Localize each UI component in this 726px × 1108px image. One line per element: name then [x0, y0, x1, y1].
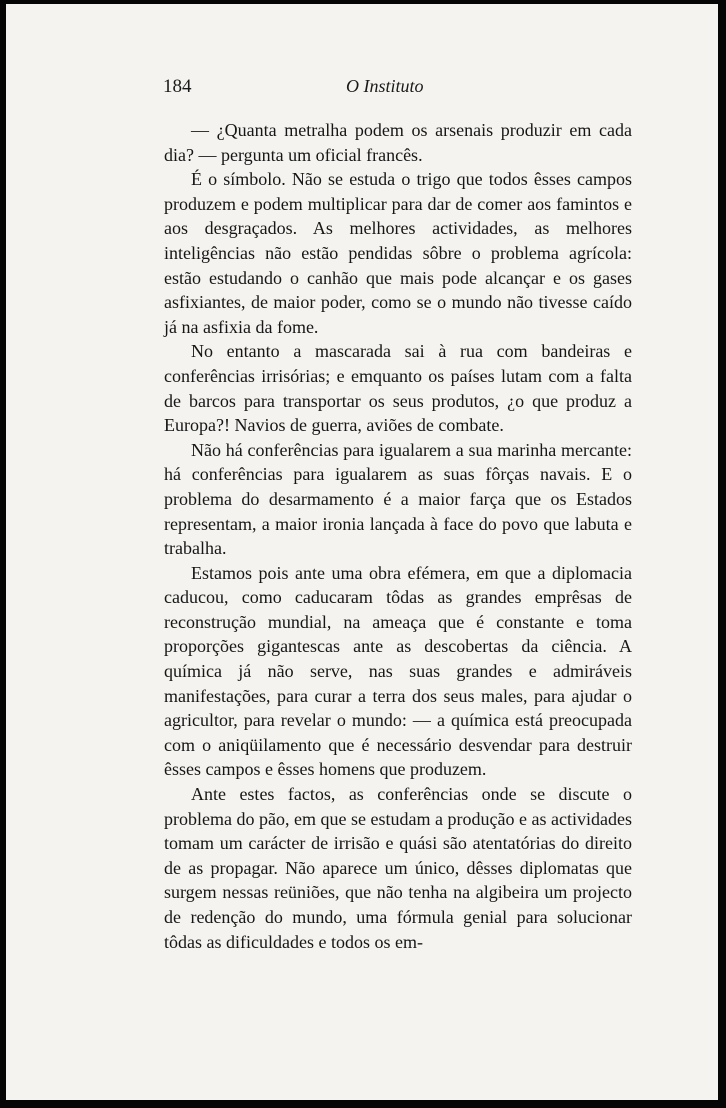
paragraph: Ante estes factos, as conferências onde se discute o problema do pão, em que se estudam a produção e as actividades tomam um carácter de irrisão e quási são atentatórias do direito de as propagar. Não aparece um único, dêsses diplomatas que surgem nessas reüniões, que não tenha na algibeira um projecto de redenção do mundo, uma fórmula genial para solucionar tôdas as dificuldades e todos os em-: [164, 784, 632, 952]
page-header: [163, 76, 633, 102]
book-page: [6, 4, 718, 1100]
paragraph: No entanto a mascarada sai à rua com bandeiras e conferências irrisórias; e emquanto os países lutam com a falta de barcos para transportar os seus produtos, ¿o que produz a Europa?! Navios de guerra, aviões de combate.: [164, 341, 632, 436]
paragraph: Estamos pois ante uma obra efémera, em que a diplomacia caducou, como caducaram tôdas as grandes emprêsas de reconstrução mundial, na ameaça que é constante e toma proporções gigantescas ante as descobertas da ciência. A química já não serve, nas suas grandes e admiráveis manifestações, para curar a terra dos seus males, para ajudar o agricultor, para revelar o mundo: — a química está preocupada com o aniqüilamento que é necessário desvendar para destruir êsses campos e êsses homens que produzem.: [164, 562, 632, 780]
page-number: 184: [163, 76, 192, 97]
paragraph: — ¿Quanta metralha podem os arsenais produzir em cada dia? — pergunta um oficial francês.: [164, 120, 632, 165]
paragraph: É o símbolo. Não se estuda o trigo que todos êsses campos produzem e podem multiplicar para dar de comer aos famintos e aos desgraçados. As melhores actividades, as melhores inteligências não estão pendidas sôbre o problema agrícola: estão estudando o canhão que mais pode alcançar e os gases asfixiantes, de maior poder, como se o mundo não tivesse caído já na asfixia da fome.: [164, 169, 632, 337]
running-title: O Instituto: [346, 76, 424, 96]
body-text: [164, 118, 632, 954]
paragraph: Não há conferências para igualarem a sua marinha mercante: há conferências para igualarem as suas fôrças navais. E o problema do desarmamento é a maior farça que os Estados representam, a maior ironia lançada à face do povo que labuta e trabalha.: [164, 439, 632, 559]
